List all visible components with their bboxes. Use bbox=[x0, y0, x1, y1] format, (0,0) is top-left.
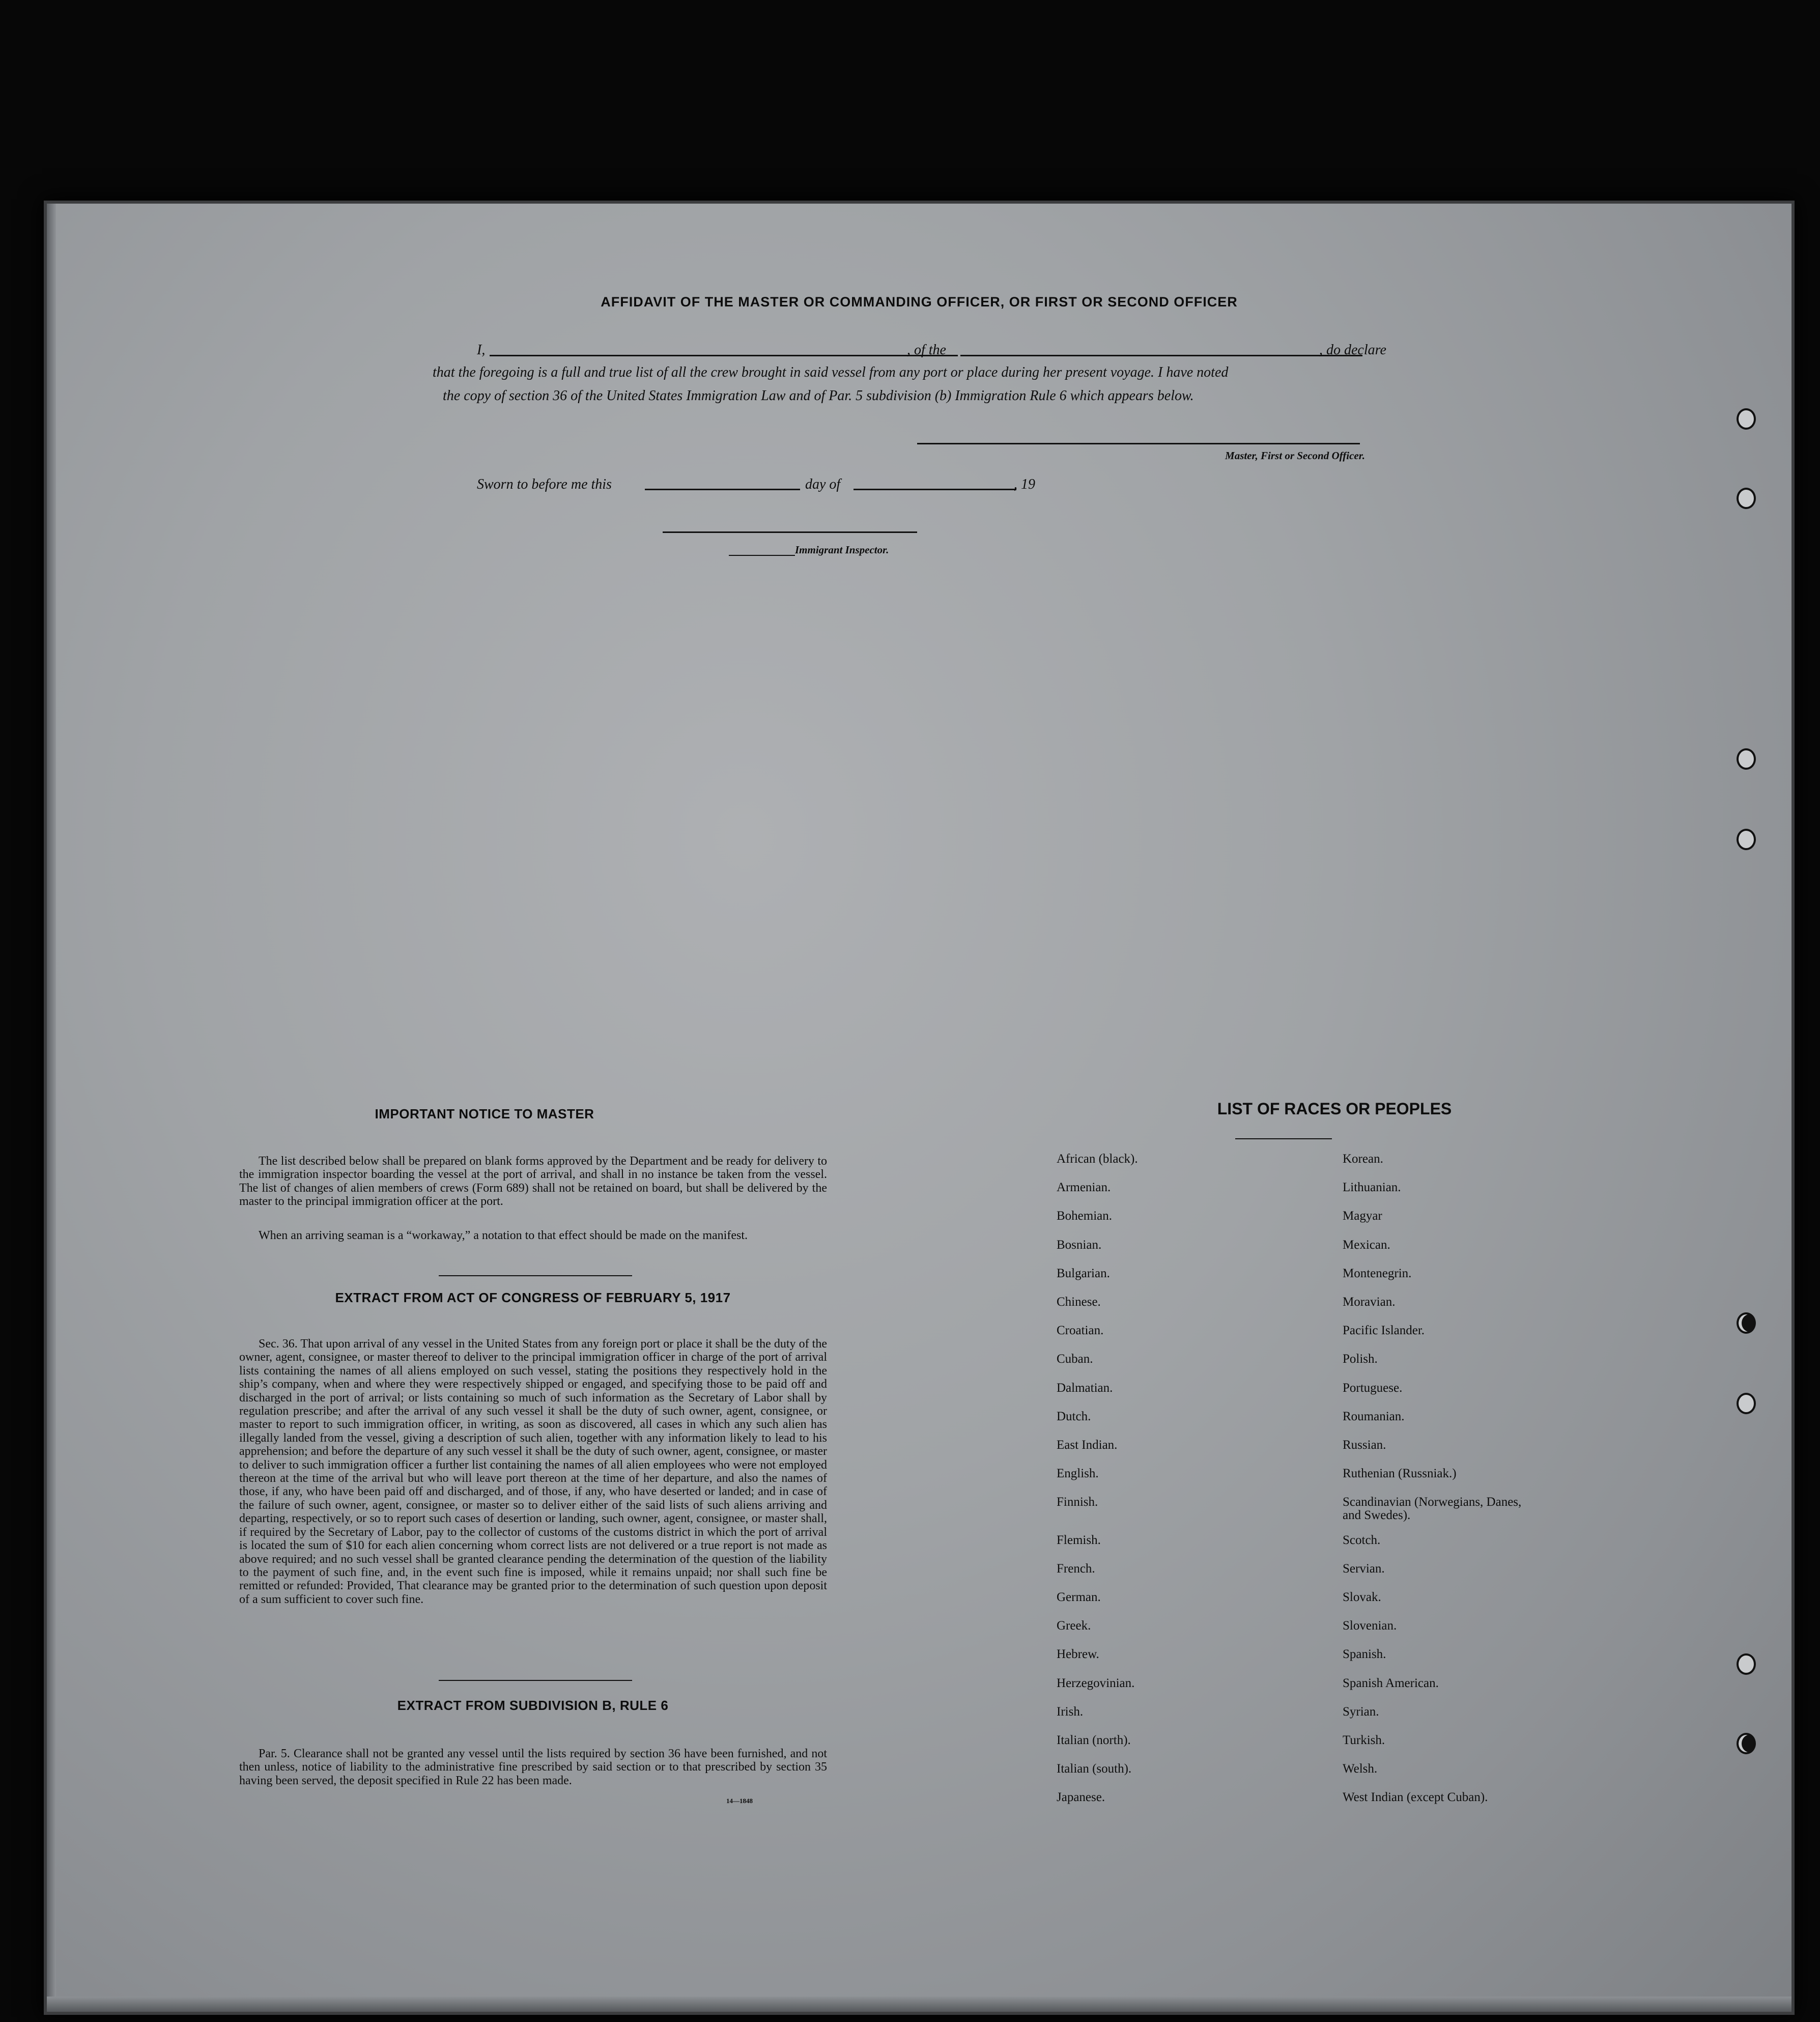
races-title: LIST OF RACES OR PEOPLES bbox=[1217, 1100, 1452, 1118]
race-item-left: Japanese. bbox=[1057, 1790, 1105, 1804]
race-item-left: Cuban. bbox=[1057, 1352, 1093, 1366]
race-item-right: Russian. bbox=[1343, 1438, 1386, 1452]
signature-line bbox=[917, 443, 1360, 444]
race-item-left: Italian (south). bbox=[1057, 1762, 1132, 1776]
signature-label: Master, First or Second Officer. bbox=[1225, 450, 1365, 462]
race-item-left: Armenian. bbox=[1057, 1181, 1111, 1194]
affidavit-line-3: the copy of section 36 of the United States Immigration Law and of Par. 5 subdivision (b) Immigration Rule 6 which appears below. bbox=[443, 388, 1194, 404]
race-item-left: Herzegovinian. bbox=[1057, 1676, 1135, 1690]
vessel-blank bbox=[960, 355, 1362, 356]
sworn-month-blank bbox=[854, 489, 1016, 490]
race-item-left: English. bbox=[1057, 1467, 1099, 1480]
divider-1 bbox=[439, 1275, 632, 1276]
name-blank bbox=[490, 355, 958, 356]
notice-paragraph-1: The list described below shall be prepared on blank forms approved by the Department and be ready for delivery to the immigration inspector boarding the vessel at the port of arrival, and shall in no instance be taken from the vessel. The list of changes of alien members of crews (Form 689) shall not be retained on board, but shall be delivered by the master to the principal immigration officer at the port. bbox=[239, 1155, 827, 1209]
race-item-right: Slovak. bbox=[1343, 1590, 1381, 1604]
form-number: 14—1848 bbox=[726, 1797, 753, 1805]
race-item-left: German. bbox=[1057, 1590, 1101, 1604]
act-extract-heading: EXTRACT FROM ACT OF CONGRESS OF FEBRUARY 5, 1917 bbox=[335, 1290, 731, 1305]
notice-paragraph-2: When an arriving seaman is a “workaway,” a notation to that effect should be made on the manifest. bbox=[259, 1229, 748, 1242]
race-item-left: Finnish. bbox=[1057, 1495, 1098, 1509]
sworn-day-blank bbox=[645, 489, 800, 490]
race-item-right: Polish. bbox=[1343, 1352, 1378, 1366]
race-item-right: Montenegrin. bbox=[1343, 1267, 1412, 1280]
race-item-left: African (black). bbox=[1057, 1152, 1138, 1166]
race-item-left: Dutch. bbox=[1057, 1410, 1091, 1423]
race-item-right: Moravian. bbox=[1343, 1295, 1396, 1309]
punch-hole bbox=[1737, 1733, 1756, 1754]
race-item-right: Servian. bbox=[1343, 1562, 1385, 1576]
race-item-left: Chinese. bbox=[1057, 1295, 1101, 1309]
race-item-left: Croatian. bbox=[1057, 1324, 1104, 1337]
race-item-left: Hebrew. bbox=[1057, 1647, 1099, 1661]
punch-hole bbox=[1737, 488, 1756, 509]
race-item-right: Mexican. bbox=[1343, 1238, 1390, 1252]
punch-hole bbox=[1737, 1393, 1756, 1414]
race-item-right: Korean. bbox=[1343, 1152, 1383, 1166]
race-item-right: Welsh. bbox=[1343, 1762, 1378, 1776]
race-item-left: Bulgarian. bbox=[1057, 1267, 1110, 1280]
sheet-left-edge bbox=[47, 204, 56, 2012]
rule-extract-heading: EXTRACT FROM SUBDIVISION B, RULE 6 bbox=[397, 1698, 669, 1713]
race-item-left: Dalmatian. bbox=[1057, 1381, 1113, 1395]
inspector-dash bbox=[729, 555, 795, 556]
race-item-right: Scotch. bbox=[1343, 1533, 1381, 1547]
race-item-right: Magyar bbox=[1343, 1209, 1382, 1223]
race-item-right: Spanish American. bbox=[1343, 1676, 1439, 1690]
punch-hole bbox=[1737, 408, 1756, 430]
race-item-left: Italian (north). bbox=[1057, 1733, 1131, 1747]
inspector-signature-line bbox=[663, 531, 917, 533]
race-item-right: West Indian (except Cuban). bbox=[1343, 1790, 1488, 1804]
race-item-right: Lithuanian. bbox=[1343, 1181, 1401, 1194]
race-item-left: Flemish. bbox=[1057, 1533, 1101, 1547]
race-item-right: Roumanian. bbox=[1343, 1410, 1405, 1423]
race-item-left: Bosnian. bbox=[1057, 1238, 1102, 1252]
affidavit-of-label: , of the bbox=[907, 342, 946, 358]
divider-2 bbox=[439, 1680, 632, 1681]
affidavit-title: AFFIDAVIT OF THE MASTER OR COMMANDING OFFICER, OR FIRST OR SECOND OFFICER bbox=[601, 294, 1238, 310]
race-item-right: Syrian. bbox=[1343, 1705, 1379, 1719]
race-item-right: Slovenian. bbox=[1343, 1619, 1397, 1633]
race-item-left: East Indian. bbox=[1057, 1438, 1118, 1452]
affidavit-declare-label: , do declare bbox=[1319, 342, 1386, 358]
inspector-label: Immigrant Inspector. bbox=[795, 544, 889, 556]
sworn-day-label: day of bbox=[805, 476, 841, 492]
race-item-right: Turkish. bbox=[1343, 1733, 1385, 1747]
race-item-left: Bohemian. bbox=[1057, 1209, 1113, 1223]
race-item-left: Irish. bbox=[1057, 1705, 1084, 1719]
race-item-right: Ruthenian (Russniak.) bbox=[1343, 1467, 1457, 1480]
notice-heading: IMPORTANT NOTICE TO MASTER bbox=[375, 1106, 594, 1121]
race-item-right: Spanish. bbox=[1343, 1647, 1386, 1661]
race-item-right: Scandinavian (Norwegians, Danes, and Swedes). bbox=[1343, 1495, 1522, 1522]
sheet-bottom-edge bbox=[47, 1997, 1791, 2012]
race-item-right: Portuguese. bbox=[1343, 1381, 1403, 1395]
punch-hole bbox=[1737, 829, 1756, 850]
races-title-underline bbox=[1235, 1138, 1332, 1139]
act-extract-paragraph: Sec. 36. That upon arrival of any vessel in the United States from any foreign port or place it shall be the duty of the owner, agent, consignee, or master thereof to deliver to the principal immigration officer in charge of the port of arrival lists containing the names of all aliens employed on such vessel, stating the positions they respectively hold in the ship’s company, when and where they were respectively shipped or engaged, and specifying those to be paid off and discharged in the port of arrival; or lists containing so much of such information as the Secretary of Labor shall by regulation prescribe; and after the arrival of any such vessel it shall be the duty of such owner, agent, consignee, or master to report to such immigration officer, in writing, as soon as discovered, all cases in which any such alien has illegally landed from the vessel, giving a description of such alien, together with any information likely to lead to his apprehension; and before the departure of any such vessel it shall be the duty of such owner, agent, consignee, or master to deliver to such immigration officer a further list containing the names of all alien employees who were not employed thereon at the time of the arrival but who will leave port thereon at the time of her departure, and also the names of those, if any, who have been paid off and discharged, and of those, if any, who have deserted or landed; and in case of the failure of such owner, agent, consignee, or master so to deliver either of the said lists of such aliens arriving and departing, respectively, or so to report such cases of desertion or landing, such owner, agent, consignee, or master shall, if required by the Secretary of Labor, pay to the collector of customs of the customs district in which the port of arrival is located the sum of $10 for each alien concerning whom correct lists are not delivered or a true report is not made as above required; and no such vessel shall be granted clearance pending the determination of the question of the liability to the payment of such fine, and, in the event such fine is imposed, while it remains unpaid; nor shall such fine be remitted or refunded: Provided, That clearance may be granted prior to the determination of such question upon deposit of a sum sufficient to cover such fine. bbox=[239, 1337, 827, 1606]
race-item-left: Greek. bbox=[1057, 1619, 1091, 1633]
punch-hole bbox=[1737, 1653, 1756, 1675]
race-item-right: Pacific Islander. bbox=[1343, 1324, 1425, 1337]
manifest-sheet bbox=[47, 204, 1791, 2012]
punch-hole bbox=[1737, 748, 1756, 770]
sworn-year-label: , 19 bbox=[1014, 476, 1035, 492]
sworn-prefix: Sworn to before me this bbox=[477, 476, 612, 492]
affidavit-line-2: that the foregoing is a full and true list of all the crew brought in said vessel from any port or place during her present voyage. I have noted bbox=[433, 364, 1229, 380]
punch-hole bbox=[1737, 1312, 1756, 1334]
race-item-left: French. bbox=[1057, 1562, 1095, 1576]
rule-extract-paragraph: Par. 5. Clearance shall not be granted any vessel until the lists required by section 36 have been furnished, and not then unless, notice of liability to the administrative fine prescribed by said section or to that prescribed by section 35 having been served, the deposit specified in Rule 22 has been made. bbox=[239, 1747, 827, 1787]
affidavit-i-label: I, bbox=[477, 342, 486, 358]
